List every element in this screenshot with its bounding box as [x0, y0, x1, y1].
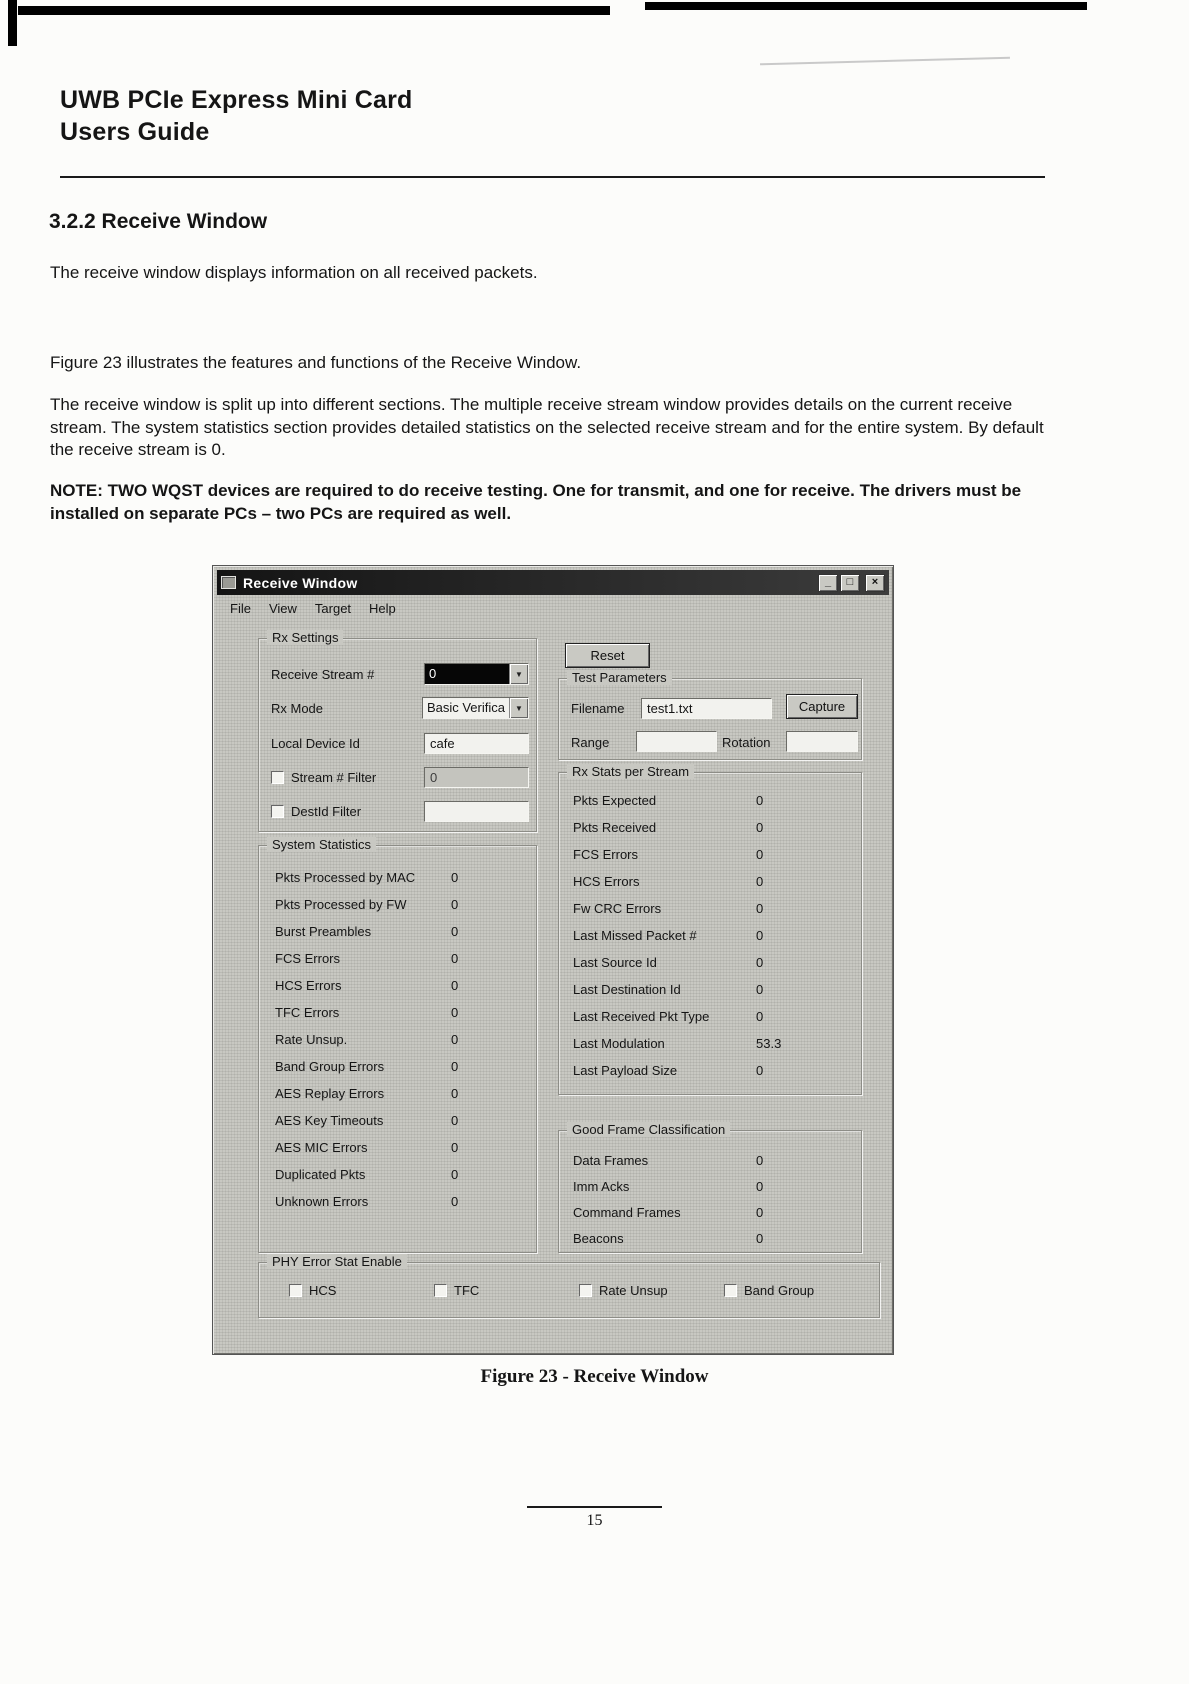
- stat-label: Last Missed Packet #: [573, 928, 697, 943]
- good-frame-title: Good Frame Classification: [567, 1122, 730, 1137]
- note-paragraph: NOTE: TWO WQST devices are required to do receive testing. One for transmit, and one for receive. The drivers must be installed on separate PCs – two PCs are required as well.: [50, 481, 1022, 523]
- receive-window-dialog: [213, 566, 893, 1354]
- stat-label: Pkts Processed by FW: [275, 897, 407, 912]
- menu-item[interactable]: Target: [314, 601, 352, 616]
- stat-value: 0: [756, 1009, 764, 1024]
- system-statistics-group: [258, 837, 537, 1253]
- stat-row: [259, 1107, 536, 1134]
- stat-label: AES Replay Errors: [275, 1086, 385, 1101]
- receive-stream-dropdown[interactable]: [424, 663, 529, 685]
- system-statistics-rows: [259, 864, 536, 1215]
- receive-stream-label: Receive Stream #: [271, 666, 375, 682]
- stat-row: [559, 814, 861, 841]
- stat-row: [559, 1225, 861, 1251]
- checkbox-icon[interactable]: [579, 1284, 592, 1297]
- stat-label: Pkts Received: [573, 820, 657, 835]
- stat-label: Beacons: [573, 1230, 624, 1246]
- rx-stats-title: Rx Stats per Stream: [567, 764, 694, 779]
- stat-value: 0: [451, 1059, 459, 1074]
- local-device-label: Local Device Id: [271, 735, 360, 751]
- stat-label: Last Payload Size: [573, 1063, 678, 1078]
- stat-row: [559, 787, 861, 814]
- stat-value: 0: [756, 1152, 764, 1168]
- paragraph-detail: The receive window is split up into different sections. The multiple receive stream window provides details on the current receive stream. The system statistics section provides detailed statistics on the selected receive stream and for the entire system. By default the receive stream is 0.: [50, 395, 1044, 460]
- phy-error-checkboxes: [259, 1263, 879, 1317]
- rx-mode-row: [271, 697, 529, 719]
- checkbox-label: Rate Unsup: [599, 1282, 668, 1298]
- stat-label: Fw CRC Errors: [573, 901, 662, 916]
- range-label: Range: [571, 735, 610, 750]
- maximize-button[interactable]: □: [840, 574, 860, 592]
- stat-value: 53.3: [756, 1036, 782, 1051]
- stat-row: [259, 1188, 536, 1215]
- doc-title-line1: UWB PCIe Express Mini Card: [60, 86, 413, 114]
- local-device-row: [271, 732, 529, 754]
- stat-value: 0: [451, 897, 459, 912]
- checkbox-label: Band Group: [744, 1282, 815, 1298]
- stat-value: 0: [756, 793, 764, 808]
- stat-label: Imm Acks: [573, 1178, 630, 1194]
- reset-button[interactable]: Reset: [565, 643, 650, 668]
- stat-value: 0: [451, 978, 459, 993]
- stat-row: [559, 976, 861, 1003]
- checkbox-icon[interactable]: [289, 1284, 302, 1297]
- stat-row: [559, 1173, 861, 1199]
- figure-caption: Figure 23 - Receive Window: [480, 1366, 709, 1387]
- header-rule: [60, 176, 1045, 178]
- stat-label: Rate Unsup.: [275, 1032, 348, 1047]
- stat-row: [259, 972, 536, 999]
- destid-filter-checkbox[interactable]: [271, 805, 284, 818]
- good-frame-rows: [559, 1147, 861, 1251]
- filename-field[interactable]: test1.txt: [641, 698, 772, 719]
- stat-row: [559, 1003, 861, 1030]
- receive-stream-row: [271, 663, 529, 685]
- range-field[interactable]: [636, 731, 717, 752]
- stat-label: Band Group Errors: [275, 1059, 385, 1074]
- system-statistics-title: System Statistics: [267, 837, 376, 852]
- stream-filter-checkbox[interactable]: [271, 771, 284, 784]
- stat-label: Data Frames: [573, 1152, 649, 1168]
- stat-value: 0: [451, 1140, 459, 1155]
- stream-filter-field[interactable]: 0: [424, 767, 529, 788]
- stat-value: 0: [451, 1005, 459, 1020]
- stat-value: 0: [756, 982, 764, 997]
- test-parameters-title: Test Parameters: [567, 670, 672, 685]
- stat-row: [259, 1161, 536, 1188]
- stat-row: [559, 1147, 861, 1173]
- stat-label: FCS Errors: [275, 951, 340, 966]
- stat-label: Duplicated Pkts: [275, 1167, 366, 1182]
- rx-settings-title: Rx Settings: [267, 630, 343, 645]
- checkbox-icon[interactable]: [434, 1284, 447, 1297]
- stat-label: AES Key Timeouts: [275, 1113, 384, 1128]
- stat-value: 0: [451, 951, 459, 966]
- stat-value: 0: [451, 1194, 459, 1209]
- phy-checkbox-item[interactable]: [579, 1283, 724, 1298]
- stat-row: [259, 1134, 536, 1161]
- stat-label: Last Modulation: [573, 1036, 665, 1051]
- destid-filter-label: DestId Filter: [291, 803, 362, 819]
- stat-row: [259, 1080, 536, 1107]
- phy-error-title: PHY Error Stat Enable: [267, 1254, 407, 1269]
- scan-artifact: [18, 6, 610, 15]
- stat-value: 0: [756, 901, 764, 916]
- stat-row: [559, 895, 861, 922]
- menu-item[interactable]: View: [268, 601, 297, 616]
- rx-mode-label: Rx Mode: [271, 700, 324, 716]
- stat-value: 0: [756, 928, 764, 943]
- stat-value: 0: [756, 874, 764, 889]
- stat-row: [559, 1199, 861, 1225]
- page-number: 15: [586, 1512, 603, 1529]
- destid-filter-field[interactable]: [424, 801, 529, 822]
- stat-row: [559, 949, 861, 976]
- chevron-down-icon[interactable]: ▼: [509, 664, 528, 684]
- rx-mode-value: Basic Verifica: [426, 700, 505, 715]
- stat-row: [559, 922, 861, 949]
- phy-checkbox-item[interactable]: [289, 1283, 434, 1298]
- stat-label: TFC Errors: [275, 1005, 340, 1020]
- stat-value: 0: [756, 1063, 764, 1078]
- rx-stats-rows: [559, 787, 861, 1084]
- doc-title-line2: Users Guide: [60, 118, 210, 146]
- stat-value: 0: [451, 924, 459, 939]
- menu-item[interactable]: File: [230, 601, 251, 616]
- stream-filter-row: [271, 766, 529, 788]
- stat-row: [259, 999, 536, 1026]
- stat-label: Burst Preambles: [275, 924, 372, 939]
- test-parameters-group: [558, 670, 862, 760]
- stat-row: [559, 841, 861, 868]
- stat-value: 0: [756, 847, 764, 862]
- menu-item[interactable]: Help: [369, 601, 396, 616]
- stat-label: HCS Errors: [275, 978, 342, 993]
- stat-row: [559, 868, 861, 895]
- stat-value: 0: [451, 1113, 459, 1128]
- stat-value: 0: [451, 1086, 459, 1101]
- stat-value: 0: [756, 820, 764, 835]
- stat-label: Unknown Errors: [275, 1194, 369, 1209]
- stat-value: 0: [756, 955, 764, 970]
- chevron-down-icon[interactable]: ▼: [509, 698, 528, 718]
- stat-value: 0: [451, 1032, 459, 1047]
- rx-settings-group: [258, 630, 537, 832]
- stat-value: 0: [451, 1167, 459, 1182]
- stream-filter-label: Stream # Filter: [291, 769, 377, 785]
- scan-artifact: [760, 57, 1010, 66]
- window-controls: [818, 574, 885, 592]
- stat-label: Pkts Processed by MAC: [275, 870, 416, 885]
- rx-stats-group: [558, 764, 862, 1095]
- minimize-button[interactable]: _: [818, 574, 838, 592]
- stat-label: Command Frames: [573, 1204, 681, 1220]
- phy-checkbox-item[interactable]: [434, 1283, 579, 1298]
- scan-artifact: [8, 0, 17, 46]
- phy-error-group: [258, 1254, 880, 1318]
- rotation-label: Rotation: [722, 735, 771, 750]
- window-title: Receive Window: [243, 574, 358, 591]
- doc-header: [60, 84, 413, 148]
- menu-bar: [217, 597, 889, 620]
- capture-button[interactable]: Capture: [786, 694, 858, 719]
- title-bar: [217, 570, 889, 595]
- footer-rule: [527, 1506, 662, 1508]
- stat-value: 0: [756, 1230, 764, 1246]
- rotation-field[interactable]: [786, 731, 858, 752]
- stat-row: [559, 1030, 861, 1057]
- section-heading: 3.2.2 Receive Window: [49, 210, 268, 233]
- stat-row: [259, 891, 536, 918]
- phy-checkbox-item[interactable]: [724, 1283, 869, 1298]
- stat-label: HCS Errors: [573, 874, 640, 889]
- paragraph-figure-ref: Figure 23 illustrates the features and functions of the Receive Window.: [50, 353, 582, 372]
- stat-label: FCS Errors: [573, 847, 638, 862]
- rx-mode-dropdown[interactable]: [422, 697, 529, 719]
- stat-value: 0: [756, 1178, 764, 1194]
- stat-label: Last Source Id: [573, 955, 657, 970]
- checkbox-icon[interactable]: [724, 1284, 737, 1297]
- stat-label: Pkts Expected: [573, 793, 657, 808]
- stat-row: [259, 945, 536, 972]
- checkbox-label: HCS: [309, 1282, 337, 1298]
- destid-filter-row: [271, 800, 529, 822]
- stat-row: [559, 1057, 861, 1084]
- close-button[interactable]: ×: [865, 574, 885, 592]
- stat-row: [259, 1053, 536, 1080]
- stat-value: 0: [451, 870, 459, 885]
- checkbox-label: TFC: [454, 1282, 480, 1298]
- stat-value: 0: [756, 1204, 764, 1220]
- receive-stream-value: 0: [425, 664, 509, 684]
- stat-label: Last Received Pkt Type: [573, 1009, 710, 1024]
- paragraph-intro: The receive window displays information on all received packets.: [50, 263, 538, 282]
- stat-row: [259, 1026, 536, 1053]
- local-device-field[interactable]: cafe: [424, 733, 529, 754]
- scan-artifact: [645, 2, 1087, 10]
- stat-label: AES MIC Errors: [275, 1140, 368, 1155]
- filename-label: Filename: [571, 701, 625, 716]
- good-frame-group: [558, 1122, 862, 1253]
- stat-label: Last Destination Id: [573, 982, 681, 997]
- app-icon: [221, 576, 236, 589]
- stat-row: [259, 864, 536, 891]
- stat-row: [259, 918, 536, 945]
